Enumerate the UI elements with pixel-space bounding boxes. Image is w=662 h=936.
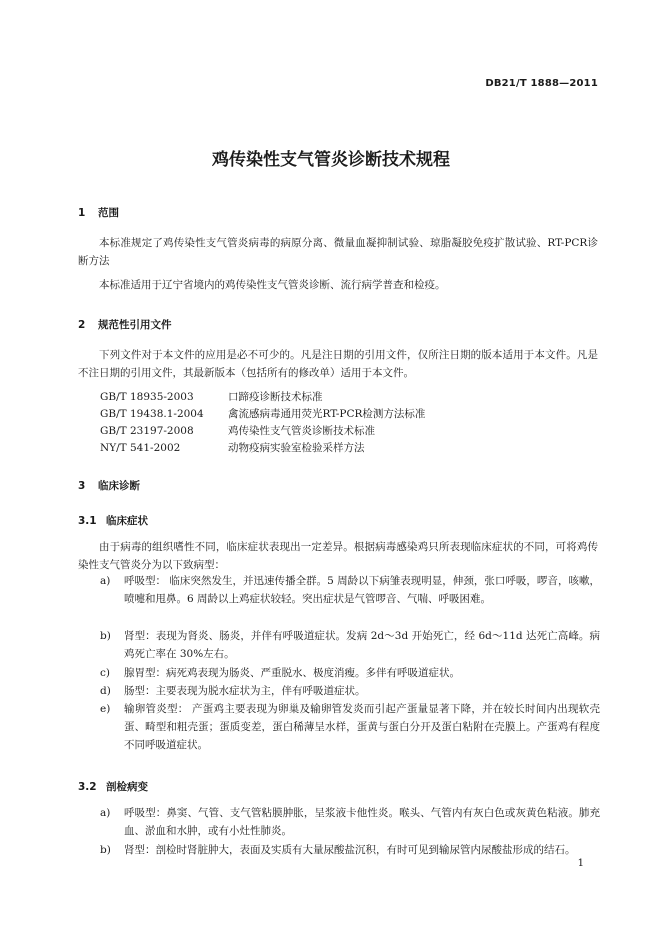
reference-code: GB/T 18935-2003	[100, 391, 194, 403]
reference-row	[100, 406, 425, 423]
list-item-label: a)	[100, 807, 111, 819]
list-item	[100, 841, 600, 859]
section-title: 规范性引用文件	[98, 319, 172, 331]
reference-code: GB/T 23197-2008	[100, 425, 194, 437]
subsection-heading-clinical-symptoms	[78, 513, 148, 528]
list-item-text: 呼吸型： 临床突然发生，并迅速传播全群。5 周龄以下病雏表现明显，伸颈，张口呼吸，啰音，咳嗽，喷嚏和甩鼻。6 周龄以上鸡症状较轻。突出症状是气管啰音、气喘、呼吸困难。	[124, 575, 600, 605]
symptoms-paragraph: 由于病毒的组织嗜性不同，临床症状表现出一定差异。根据病毒感染鸡只所表现临床症状的不同，可将鸡传染性支气管炎分为以下致病型：	[78, 541, 598, 571]
section-heading-clinical-diagnosis	[78, 478, 140, 493]
section-number: 3.2	[78, 781, 97, 793]
reference-name: 禽流感病毒通用荧光RT-PCR检测方法标准	[228, 408, 426, 420]
list-item	[100, 700, 600, 754]
list-item-label: e)	[100, 703, 111, 715]
reference-name: 鸡传染性支气管炎诊断技术标准	[228, 425, 375, 437]
list-item	[100, 664, 600, 682]
section-heading-normative-references	[78, 317, 172, 332]
section-number: 1	[78, 207, 86, 219]
list-item-label: c)	[100, 667, 110, 679]
reference-row	[100, 423, 375, 440]
section-number: 3.1	[78, 515, 97, 527]
references-paragraph: 下列文件对于本文件的应用是必不可少的。凡是注日期的引用文件，仅所注日期的版本适用于本文件。凡是不注日期的引用文件，其最新版本（包括所有的修改单）适用于本文件。	[78, 349, 598, 379]
reference-name: 动物疫病实验室检验采样方法	[228, 442, 365, 454]
list-item-label: a)	[100, 575, 111, 587]
section-title: 临床症状	[106, 515, 148, 527]
list-item	[100, 572, 600, 608]
section-title: 剖检病变	[106, 781, 148, 793]
list-item-text: 肾型：剖检时肾脏肿大，表面及实质有大量尿酸盐沉积，有时可见到输尿管内尿酸盐形成的结石。	[124, 844, 576, 856]
subsection-heading-necropsy-lesions	[78, 779, 148, 794]
list-item-text: 肠型：主要表现为脱水症状为主，伴有呼吸道症状。	[124, 685, 366, 697]
list-item	[100, 682, 600, 700]
list-item-text: 肾型：表现为肾炎、肠炎，并伴有呼吸道症状。发病 2d～3d 开始死亡，经 6d～11d 达死亡高峰。病鸡死亡率在 30%左右。	[124, 630, 600, 660]
reference-name: 口蹄疫诊断技术标准	[228, 391, 323, 403]
section-heading-scope	[78, 205, 119, 220]
section-title: 范围	[98, 207, 119, 219]
reference-code: NY/T 541-2002	[100, 442, 181, 454]
page-number: 1	[577, 858, 584, 869]
list-item-text: 呼吸型：鼻窦、气管、支气管粘膜肿胀，呈浆液卡他性炎。喉头、气管内有灰白色或灰黄色粘液。肺充血、淤血和水肿，或有小灶性肺炎。	[124, 807, 600, 837]
document-title: 鸡传染性支气管炎诊断技术规程	[212, 150, 450, 170]
list-item-label: d)	[100, 685, 111, 697]
list-item-label: b)	[100, 844, 111, 856]
section-number: 3	[78, 480, 86, 492]
list-item-label: b)	[100, 630, 111, 642]
list-item-text: 腺胃型：病死鸡表现为肠炎、严重脱水、极度消瘦。多伴有呼吸道症状。	[124, 667, 460, 679]
list-item-text: 输卵管炎型： 产蛋鸡主要表现为卵巢及输卵管发炎而引起产蛋量显著下降，并在较长时间内出现软壳蛋、畸型和粗壳蛋；蛋质变差，蛋白稀薄呈水样，蛋黄与蛋白分开及蛋白粘附在壳膜上。产蛋鸡有程度不同呼吸道症状。	[124, 703, 600, 751]
section-number: 2	[78, 319, 86, 331]
reference-code: GB/T 19438.1-2004	[100, 408, 204, 420]
reference-row	[100, 440, 365, 457]
scope-paragraph-1: 本标准规定了鸡传染性支气管炎病毒的病原分离、微量血凝抑制试验、琼脂凝胶免疫扩散试验、RT-PCR诊断方法	[78, 237, 598, 267]
standard-code: DB21/T 1888—2011	[485, 78, 598, 89]
scope-paragraph-2: 本标准适用于辽宁省境内的鸡传染性支气管炎诊断、流行病学普查和检疫。	[99, 279, 446, 291]
list-item	[100, 627, 600, 663]
reference-row	[100, 389, 323, 406]
list-item	[100, 804, 600, 840]
section-title: 临床诊断	[98, 480, 140, 492]
